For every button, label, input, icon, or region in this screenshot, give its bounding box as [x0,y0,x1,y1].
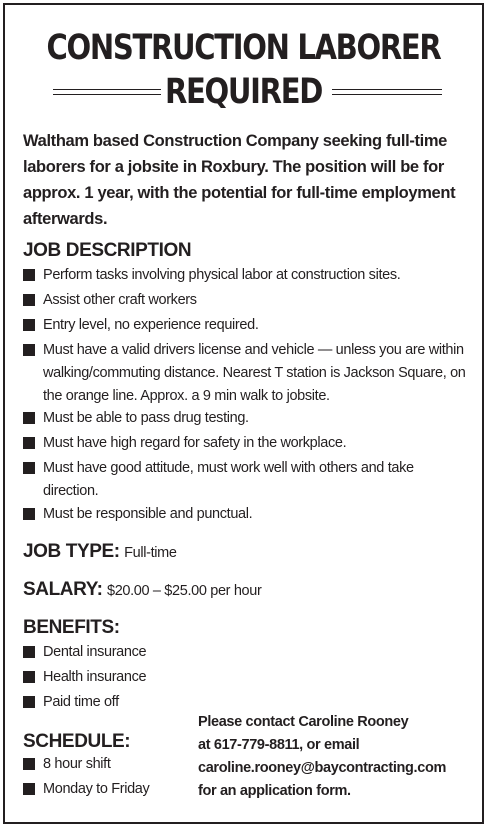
contact-line-2: at 617-779-8811, or email [198,737,360,753]
job-type-label: JOB TYPE: [23,541,120,562]
square-bullet-icon [23,646,35,658]
list-item: Health insurance [23,666,223,689]
job-type-line [23,541,177,563]
contact-email: caroline.rooney@baycontracting.com [198,760,446,776]
list-item: Must be responsible and punctual. [23,503,473,526]
list-item: Must have high regard for safety in the workplace. [23,432,473,455]
square-bullet-icon [23,294,35,306]
headline-line-1: CONSTRUCTION LABORER [46,28,441,68]
square-bullet-icon [23,758,35,770]
salary-value: $20.00 – $25.00 per hour [106,583,262,599]
job-type-value: Full-time [124,545,177,561]
square-bullet-icon [23,783,35,795]
list-item: Must have a valid drivers license and vehicle — unless you are within walking/commuting distance. Nearest T station is Jackson Square, on the orange line. Approx. a 9 min walk to jobsite. [23,339,473,408]
list-item: Perform tasks involving physical labor at construction sites. [23,264,473,287]
intro-paragraph [23,128,473,232]
list-item: Must have good attitude, must work well with others and take direction. [23,457,423,503]
headline-line-2: REQUIRED [164,72,322,112]
square-bullet-icon [23,462,35,474]
square-bullet-icon [23,671,35,683]
list-item: Monday to Friday [23,778,193,801]
square-bullet-icon [23,269,35,281]
salary-line [23,579,261,601]
contact-line-1: Please contact Caroline Rooney [198,714,409,730]
job-description-heading: JOB DESCRIPTION [23,240,192,261]
headline-right-rule [332,89,442,95]
contact-line-4: for an application form. [198,783,351,799]
list-item: Entry level, no experience required. [23,314,473,337]
company-name: Waltham based Construction Company [23,132,319,150]
square-bullet-icon [23,437,35,449]
list-item: Must be able to pass drug testing. [23,407,473,430]
job-advertisement [3,3,484,824]
salary-label: SALARY: [23,579,103,600]
intro-text: seeking full-time laborers for a jobsite in Roxbury. The position will be for approx. 1 year, with the potential for full-time employment afterwards. [23,132,456,228]
square-bullet-icon [23,412,35,424]
list-item: Paid time off [23,691,223,714]
benefits-heading: BENEFITS: [23,617,120,638]
schedule-heading: SCHEDULE: [23,731,131,752]
square-bullet-icon [23,319,35,331]
list-item: Assist other craft workers [23,289,473,312]
list-item: 8 hour shift [23,753,193,776]
square-bullet-icon [23,344,35,356]
square-bullet-icon [23,508,35,520]
contact-info [198,711,478,803]
list-item: Dental insurance [23,641,223,664]
square-bullet-icon [23,696,35,708]
